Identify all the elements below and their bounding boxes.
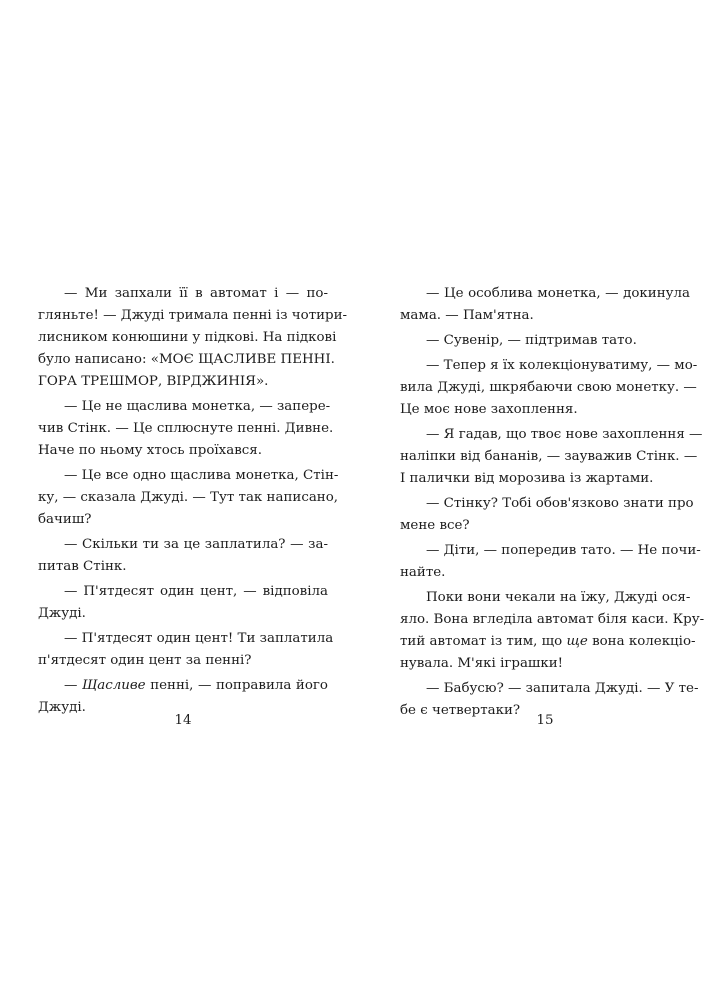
- text-line: — Сувенір, — підтримав тато.: [426, 333, 637, 348]
- text-line: гляньте! — Джуді тримала пенні із чотири-: [38, 308, 348, 323]
- text-fragment: вона колекціо-: [592, 634, 696, 649]
- text-line: мама. — Пам'ятна.: [400, 308, 534, 323]
- text-line: питав Стінк.: [38, 559, 127, 574]
- text-line: яло. Вона вгледіла автомат біля каси. Кру-: [400, 612, 705, 627]
- left-page: [38, 283, 348, 728]
- right-page: [400, 283, 705, 728]
- text-line: мене все?: [400, 518, 470, 533]
- text-line: Джуді.: [38, 606, 86, 621]
- right-page-text: [400, 283, 705, 722]
- text-line: чив Стінк. — Це сплюснуте пенні. Дивне.: [38, 421, 334, 436]
- text-line: — Це не щаслива монетка, — запере-: [64, 399, 331, 414]
- text-line: — Тепер я їх колекціонуватиму, — мо-: [426, 358, 698, 373]
- text-line: Поки вони чекали на їжу, Джуді ося-: [426, 590, 691, 605]
- text-line: — Це все одно щаслива монетка, Стін-: [64, 468, 339, 483]
- page-number: 15: [536, 713, 554, 728]
- text-line: — Я гадав, що твоє нове захоплення —: [426, 427, 703, 442]
- text-line: бе є четвертаки?: [400, 703, 521, 718]
- text-line: ГОРА ТРЕШМОР, ВІРДЖИНІЯ».: [38, 374, 269, 389]
- text-line: вила Джуді, шкрябаючи свою монетку. —: [400, 380, 697, 395]
- text-line: — Скільки ти за це заплатила? — за-: [64, 537, 328, 552]
- text-line: Наче по ньому хтось проїхався.: [38, 443, 262, 458]
- text-line: Це моє нове захоплення.: [400, 402, 578, 417]
- text-line: — Бабусю? — запитала Джуді. — У те-: [426, 681, 699, 696]
- page-number: 14: [174, 713, 192, 728]
- text-line: — Діти, — попередив тато. — Не почи-: [426, 543, 701, 558]
- text-line: нувала. М'які іграшки!: [400, 656, 564, 671]
- text-line: І палички від морозива із жартами.: [400, 471, 654, 486]
- text-line: — Ми запхали її в автомат і — по-: [64, 286, 328, 301]
- text-line: — Це особлива монетка, — докинула: [426, 286, 690, 301]
- text-line: бачиш?: [38, 512, 92, 527]
- text-line: п'ятдесят один цент за пенні?: [38, 653, 252, 668]
- italic-word: ще: [566, 634, 588, 649]
- text-line: лисником конюшини у підкові. На підкові: [38, 330, 337, 345]
- text-line: ку, — сказала Джуді. — Тут так написано,: [38, 490, 339, 505]
- italic-word: Щасливе: [81, 678, 146, 693]
- text-line: було написано: «МОЄ ЩАСЛИВЕ ПЕННІ.: [38, 352, 335, 367]
- text-line: наліпки від бананів, — зауважив Стінк. —: [400, 449, 698, 464]
- text-line: — П'ятдесят один цент! Ти заплатила: [64, 631, 334, 646]
- left-page-text: [38, 283, 348, 719]
- text-fragment: тий автомат із тим, що: [400, 634, 563, 649]
- text-line: — Стінку? Тобі обов'язково знати про: [426, 496, 694, 511]
- text-line: — Щасливе пенні, — поправила його: [64, 678, 328, 693]
- text-line: найте.: [400, 565, 446, 580]
- text-line: — П'ятдесят один цент, — відповіла: [64, 584, 328, 599]
- text-fragment: пенні, — поправила його: [150, 678, 328, 693]
- text-line: [400, 631, 696, 653]
- text-line: Джуді.: [38, 700, 86, 715]
